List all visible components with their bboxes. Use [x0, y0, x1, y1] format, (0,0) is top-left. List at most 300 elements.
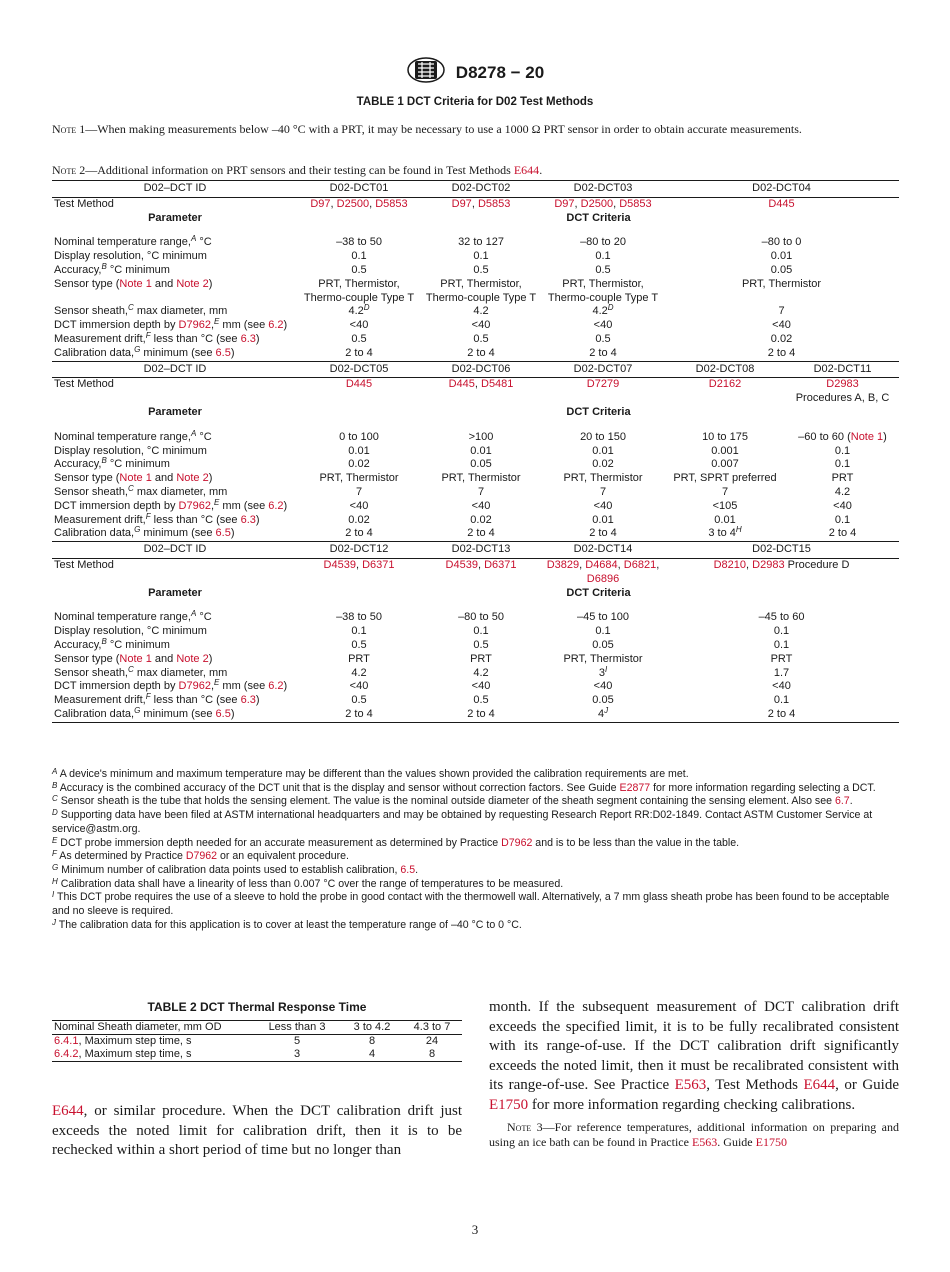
method-link[interactable]: D4539	[323, 558, 356, 571]
text: Nominal temperature range,	[54, 611, 191, 624]
footnote-f	[52, 850, 899, 864]
value-cell	[342, 1035, 402, 1049]
value: 4.2	[592, 305, 608, 318]
label-wrap	[54, 319, 296, 333]
section-6-5-link[interactable]: 6.5	[215, 346, 231, 359]
column-header	[402, 1021, 462, 1035]
footnote-j	[52, 919, 899, 933]
text: , Maximum step time, s	[78, 1048, 192, 1060]
section-6-3-link[interactable]: 6.3	[240, 694, 256, 707]
value: 0 to 100	[339, 430, 379, 443]
right-column-text	[489, 998, 899, 1151]
text: )	[255, 332, 260, 345]
footnote-marker: F	[52, 849, 57, 859]
text: )	[208, 472, 213, 485]
value: 7	[477, 485, 485, 498]
criteria-header	[298, 587, 899, 601]
dct-id: D02-DCT05	[329, 362, 389, 375]
test-method-cell	[542, 378, 664, 406]
footnote-e	[52, 837, 899, 851]
value-cell	[542, 611, 664, 625]
method-link[interactable]: D445	[345, 378, 373, 391]
note-1-link[interactable]: Note 1	[119, 472, 152, 485]
value-cell	[342, 1048, 402, 1062]
value: 2 to 4	[467, 707, 495, 720]
value-cell	[420, 278, 542, 306]
d7962-link[interactable]: D7962	[178, 319, 211, 332]
table-row	[52, 264, 899, 278]
value: –80 to 50	[458, 611, 504, 624]
value: 32 to 127	[458, 236, 504, 249]
note-1-link[interactable]: Note 1	[119, 652, 152, 665]
footnote-marker: A	[52, 767, 58, 776]
separator: ,	[746, 558, 753, 571]
separator: ,	[477, 558, 485, 571]
column-header	[542, 361, 664, 378]
parameter-label	[52, 636, 298, 653]
footnote-i	[52, 891, 899, 918]
table-row	[52, 347, 899, 361]
footnote-marker: E	[214, 678, 220, 688]
text: Accuracy,	[54, 638, 102, 651]
value-cell	[298, 264, 420, 278]
value-cell	[298, 625, 420, 639]
value: 0.1	[351, 625, 367, 638]
parameter-label	[52, 705, 298, 722]
value-cell	[298, 445, 420, 459]
dct-id: D02-DCT01	[329, 182, 389, 194]
d7962-link[interactable]: D7962	[178, 499, 211, 512]
text: DCT immersion depth by	[54, 499, 179, 512]
text: mm (see	[219, 319, 269, 332]
separator: ,	[579, 558, 586, 571]
value-cell	[420, 431, 542, 445]
method-link[interactable]: D5853	[375, 197, 408, 210]
value-cell	[420, 333, 542, 347]
value: 0.1	[595, 625, 611, 638]
note-2-link[interactable]: Note 2	[176, 472, 209, 485]
value-cell	[786, 486, 899, 500]
footnote-marker: H	[735, 525, 742, 535]
value: 7	[778, 305, 785, 318]
label-wrap	[54, 278, 296, 292]
separator: ,	[613, 197, 620, 210]
value-cell	[664, 708, 899, 722]
value: <40	[772, 680, 791, 693]
value-cell	[542, 278, 664, 306]
value: –38 to 50	[336, 236, 382, 249]
text: Sensor sheath,	[54, 666, 128, 679]
method-link[interactable]: D6371	[484, 558, 517, 571]
value: 0.05	[592, 638, 614, 651]
value-cell	[298, 458, 420, 472]
value-cell	[664, 472, 786, 486]
d7962-link[interactable]: D7962	[178, 680, 211, 693]
value-cell	[542, 472, 664, 486]
table-header-row	[52, 542, 899, 559]
method-link[interactable]: D2500	[336, 197, 370, 210]
value-cell	[420, 514, 542, 528]
value: 0.02	[770, 332, 793, 345]
value: PRT, Thermistor, Thermo-couple Type T	[547, 277, 659, 304]
value: 0.1	[773, 694, 790, 707]
method-link[interactable]: D6821	[623, 558, 657, 571]
section-6-2-link[interactable]: 6.2	[268, 680, 284, 693]
dct-id: D02-DCT15	[752, 543, 811, 556]
text: ,	[210, 680, 214, 693]
table-row	[52, 611, 899, 625]
value: 0.01	[592, 513, 614, 526]
footnote-marker: C	[128, 303, 134, 313]
test-method-cell	[298, 378, 420, 406]
e563-link[interactable]: E563	[674, 1077, 707, 1094]
method-link[interactable]: D5853	[619, 197, 652, 210]
text: minimum (see	[140, 707, 216, 720]
text: max diameter, mm	[133, 485, 228, 498]
value-cell	[420, 611, 542, 625]
method-link[interactable]: D2983	[826, 378, 859, 391]
text: °C	[196, 611, 212, 624]
method-link[interactable]: D6896	[586, 572, 620, 585]
footnote-marker: C	[128, 664, 134, 674]
method-link[interactable]: D5853	[477, 197, 511, 210]
text: )	[283, 319, 288, 332]
text: Sensor type (	[54, 277, 120, 290]
text: )	[255, 513, 260, 526]
footnote-c	[52, 795, 899, 809]
label-wrap	[54, 428, 296, 445]
value: 0.05	[592, 694, 614, 707]
section-link[interactable]: 6.4.1	[54, 1035, 79, 1047]
text: °C	[196, 430, 212, 443]
page-number: 3	[471, 1222, 479, 1237]
value: <40	[349, 680, 369, 693]
value-cell	[664, 431, 786, 445]
value-cell	[298, 611, 420, 625]
spacer-row	[52, 600, 899, 611]
text: mm (see	[219, 499, 269, 512]
footnote-marker: J	[52, 917, 56, 927]
parameter-label	[52, 250, 298, 264]
label-wrap	[54, 636, 296, 653]
value: <40	[471, 680, 491, 693]
text: Sensor sheath,	[54, 305, 128, 318]
text: 3 to 4.2	[353, 1021, 391, 1033]
label-wrap	[54, 497, 296, 514]
e644-link[interactable]: E644	[513, 163, 540, 177]
text: ,	[210, 319, 214, 332]
value-cell	[298, 486, 420, 500]
value-cell	[420, 347, 542, 361]
separator: ,	[471, 197, 478, 210]
text: Supporting data have been filed at ASTM international headquarters and may be obtained by requesting Research Report RR:D02-1849. Contact ASTM Customer Service at service@astm.org.	[52, 809, 873, 835]
value: PRT	[831, 472, 854, 485]
footnote-marker: I	[52, 890, 55, 900]
value-cell	[664, 611, 899, 625]
value: PRT	[470, 652, 492, 665]
value: 8	[368, 1035, 376, 1047]
e644-link[interactable]: E644	[52, 1103, 84, 1119]
subheader-row	[52, 406, 899, 420]
text: °C minimum	[106, 458, 170, 471]
value-cell	[786, 527, 899, 541]
test-method-cell	[298, 197, 420, 211]
value: 2 to 4	[467, 527, 495, 540]
value: 4.2	[473, 666, 489, 679]
table-row	[52, 236, 899, 250]
e1750-link[interactable]: E1750	[489, 1096, 529, 1113]
label-wrap	[54, 458, 296, 472]
text: A device's minimum and maximum temperature may be different than the values shown provided the calibration requirements are met.	[57, 768, 689, 780]
text: Parameter	[148, 586, 202, 599]
text: The calibration data for this application is to cover at least the temperature range of –40 °C to 0 °C.	[56, 918, 522, 931]
dct-id: D02-DCT11	[813, 362, 872, 375]
section-6-2-link[interactable]: 6.2	[268, 319, 284, 332]
value: 0.02	[470, 513, 492, 526]
table2-title: TABLE 2 DCT Thermal Response Time	[147, 1000, 367, 1014]
label-wrap	[54, 305, 296, 319]
column-header	[420, 361, 542, 378]
method-link[interactable]: D2983	[752, 558, 785, 571]
text: Calibration data shall have a linearity of less than 0.007 °C over the range of temperatures to be measured.	[57, 877, 564, 890]
method-link[interactable]: D97	[554, 197, 575, 210]
value: 20 to 150	[580, 430, 626, 443]
table-row	[52, 319, 899, 333]
value-cell	[664, 680, 899, 694]
text: Parameter	[148, 211, 202, 224]
value-cell	[420, 472, 542, 486]
text: DCT Criteria	[566, 211, 631, 224]
section-6-3-link[interactable]: 6.3	[240, 513, 256, 526]
column-header	[252, 1021, 342, 1035]
parameter-label	[52, 472, 298, 486]
table-row	[52, 472, 899, 486]
value: 0.1	[773, 625, 790, 638]
method-link[interactable]: D2500	[580, 197, 614, 210]
table-row	[52, 278, 899, 306]
method-link[interactable]: D4539	[445, 558, 478, 571]
section-link[interactable]: 6.4.2	[54, 1048, 79, 1060]
value: 2 to 4	[828, 527, 857, 540]
note-1-link[interactable]: Note 1	[119, 277, 152, 290]
footnote-marker: G	[134, 344, 141, 354]
criteria-header	[298, 212, 899, 226]
value-cell	[664, 625, 899, 639]
subheader-row	[52, 212, 899, 226]
value-cell	[420, 319, 542, 333]
footnote-link[interactable]: D7962	[501, 836, 533, 849]
note-1-link[interactable]: Note 1	[850, 430, 884, 443]
value-cell	[664, 500, 786, 514]
e563-link[interactable]: E563	[691, 1135, 718, 1150]
method-link[interactable]: D445	[768, 197, 795, 210]
value-cell	[542, 639, 664, 653]
section-6-5-link[interactable]: 6.5	[215, 707, 231, 720]
parameter-label	[52, 319, 298, 333]
label-wrap	[54, 445, 296, 459]
footnote-h	[52, 878, 899, 892]
e1750-link[interactable]: E1750	[755, 1135, 787, 1150]
table-header-row	[52, 361, 899, 378]
method-link[interactable]: D7279	[586, 378, 620, 391]
footnote-marker: G	[52, 862, 59, 872]
parameter-label	[52, 625, 298, 639]
spacer	[52, 600, 899, 611]
value: 0.1	[473, 625, 489, 638]
value: 0.1	[595, 250, 611, 263]
value-cell	[298, 305, 420, 319]
footnote-marker: A	[190, 609, 197, 619]
text: This DCT probe requires the use of a sleeve to hold the probe in good contact with the thermowell wall. Alternatively, a 7 mm glass sheath probe has been found to be acceptable and no sleeve is required.	[52, 891, 890, 918]
value-cell	[298, 694, 420, 708]
text: Test Method	[54, 197, 114, 210]
value: 2 to 4	[589, 346, 617, 359]
value-cell	[664, 319, 899, 333]
note-label: Note 1	[52, 122, 86, 136]
text: mm (see	[219, 680, 269, 693]
parameter-label	[52, 236, 298, 250]
parameter-label	[52, 261, 298, 278]
dct-id: D02-DCT06	[451, 362, 511, 375]
method-link[interactable]: D97	[451, 197, 472, 210]
label-wrap	[54, 664, 296, 681]
value-cell	[664, 347, 899, 361]
method-link[interactable]: D5481	[481, 378, 514, 391]
value: 0.05	[470, 458, 492, 471]
text: Sensor sheath,	[54, 485, 128, 498]
value: –80 to 20	[580, 236, 626, 249]
text: Nominal Sheath diameter, mm OD	[54, 1021, 222, 1033]
method-link[interactable]: D8210	[713, 558, 747, 571]
footnote-b	[52, 782, 899, 796]
label-wrap	[54, 625, 296, 639]
footnote-marker: J	[604, 705, 609, 715]
test-method-cell	[542, 558, 664, 586]
value: 0.5	[595, 332, 611, 345]
text: )	[230, 707, 235, 720]
dct-id: D02-DCT07	[573, 362, 633, 375]
note-label: Note 3	[507, 1119, 543, 1134]
footnote-d	[52, 809, 899, 836]
parameter-label	[52, 445, 298, 459]
table-header-row	[52, 1021, 462, 1035]
text: less than °C (see	[150, 332, 241, 345]
column-header	[52, 542, 298, 559]
value-cell	[420, 486, 542, 500]
column-header	[664, 542, 899, 559]
value-cell	[298, 708, 420, 722]
value: 2 to 4	[589, 527, 617, 540]
astm-logo-icon	[406, 56, 446, 89]
value: 4.2	[351, 666, 367, 679]
footnote-marker: D	[363, 303, 370, 313]
text: Display resolution, °C minimum	[54, 444, 207, 457]
value-cell	[542, 500, 664, 514]
test-method-cell	[420, 197, 542, 211]
footnote-link[interactable]: 6.5	[400, 863, 416, 876]
note-text: —When making measurements below –40 °C with a PRT, it may be necessary to use a 1000 Ω PRT sensor in order to obtain accurate measurements.	[85, 122, 802, 136]
value-cell	[298, 680, 420, 694]
footnote-g	[52, 864, 899, 878]
column-header	[298, 361, 420, 378]
value-cell	[252, 1048, 342, 1062]
value: 4	[368, 1048, 376, 1060]
value-cell	[542, 458, 664, 472]
value-cell	[664, 527, 786, 541]
value-cell	[542, 680, 664, 694]
value: PRT, SPRT preferred	[673, 472, 777, 485]
text: °C minimum	[106, 263, 170, 276]
value-cell	[420, 250, 542, 264]
value: 0.1	[834, 444, 851, 457]
value: 4.2	[834, 485, 851, 498]
footnote-link[interactable]: E2877	[619, 781, 651, 794]
note-2-link[interactable]: Note 2	[176, 652, 209, 665]
value: PRT, Thermistor	[563, 472, 643, 485]
parameter-label	[52, 611, 298, 625]
parameter-label	[52, 497, 298, 514]
section-6-5-link[interactable]: 6.5	[215, 527, 231, 540]
footnote-marker: D	[607, 303, 614, 313]
method-link[interactable]: D4684	[585, 558, 618, 571]
value-cell	[298, 250, 420, 264]
text: .	[415, 863, 419, 876]
text: Nominal temperature range,	[54, 236, 191, 249]
value-cell	[664, 694, 899, 708]
section-6-3-link[interactable]: 6.3	[240, 332, 256, 345]
document-id: D8278 − 20	[455, 62, 545, 82]
e644-link[interactable]: E644	[803, 1077, 836, 1094]
parameter-label	[52, 197, 298, 211]
section-6-2-link[interactable]: 6.2	[268, 499, 284, 512]
text: Parameter	[148, 405, 202, 418]
dct-id: D02-DCT03	[573, 182, 633, 194]
column-header	[298, 181, 420, 198]
value: –60 to 60 (	[798, 430, 851, 443]
table-row	[52, 667, 899, 681]
value: PRT, Thermistor, Thermo-couple Type T	[425, 277, 537, 304]
parameter-label	[52, 378, 298, 406]
value-cell	[786, 431, 899, 445]
value-cell	[420, 236, 542, 250]
method-link[interactable]: D3829	[546, 558, 580, 571]
method-link[interactable]: D2162	[708, 378, 742, 391]
value-cell	[664, 639, 899, 653]
label-wrap	[54, 236, 296, 250]
footnote-link[interactable]: D7962	[185, 850, 218, 863]
value: PRT, Thermistor	[563, 652, 643, 665]
value-cell	[298, 514, 420, 528]
value-cell	[298, 527, 420, 541]
method-link[interactable]: D6371	[362, 558, 395, 571]
footnote-link[interactable]: 6.7	[834, 795, 850, 808]
note-2-link[interactable]: Note 2	[176, 277, 209, 290]
note-text: —Additional information on PRT sensors and their testing can be found in Test Methods	[85, 163, 514, 177]
method-link[interactable]: D97	[310, 197, 331, 210]
text: Sensor type (	[54, 652, 120, 665]
separator: ,	[474, 378, 481, 391]
value: 8	[428, 1048, 436, 1060]
note-3: Note 3—For reference temperatures, additional information on preparing and using an ice bath can be found in Practice E563. Guide E1750	[489, 1119, 899, 1150]
value-cell	[298, 278, 420, 306]
text: less than °C (see	[150, 513, 241, 526]
value-cell	[298, 667, 420, 681]
text: °C minimum	[106, 638, 170, 651]
method-link[interactable]: D445	[448, 378, 475, 391]
text: DCT Criteria	[566, 405, 631, 418]
table-row	[52, 625, 899, 639]
text: Measurement drift,	[54, 332, 146, 345]
